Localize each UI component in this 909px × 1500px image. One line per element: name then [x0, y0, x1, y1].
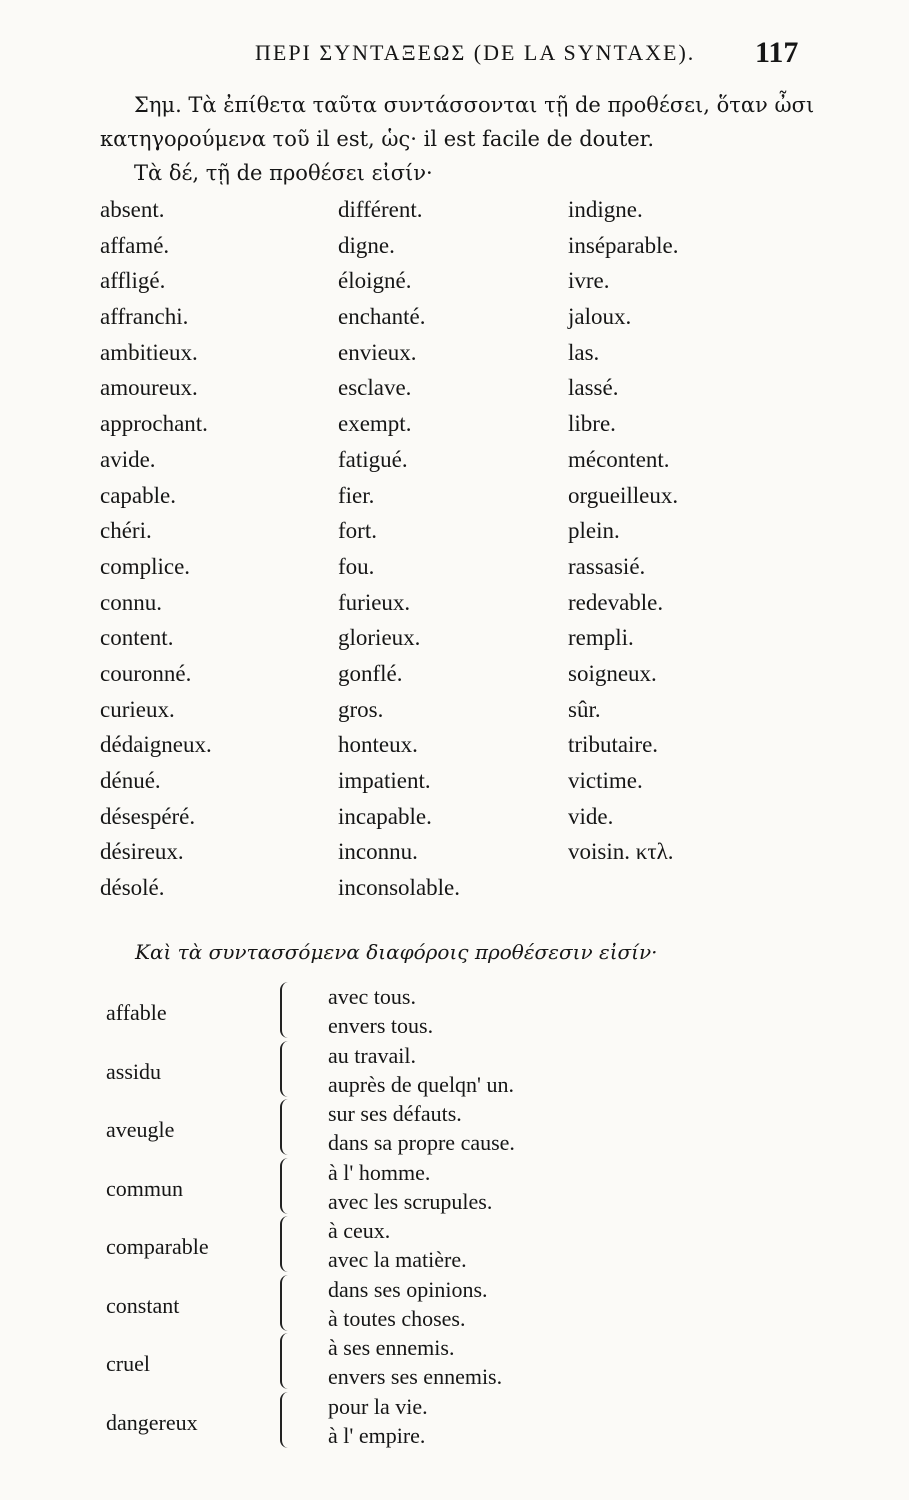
- prep-entry: [100, 1390, 820, 1452]
- prep-phrase: envers tous.: [328, 1013, 434, 1038]
- adjective-word: furieux.: [338, 589, 411, 615]
- adjective-word: content.: [100, 625, 174, 651]
- adjective-word: éloigné.: [338, 268, 412, 294]
- adjective-word: curieux.: [100, 696, 175, 722]
- prep-phrase: à l' homme.: [328, 1159, 431, 1185]
- brace-mark: [280, 1216, 292, 1272]
- adjective-word: tributaire.: [568, 732, 659, 758]
- adjective-word: affamé.: [100, 232, 170, 258]
- adjective-word: différent.: [338, 197, 423, 222]
- adjective-word: affranchi.: [100, 304, 189, 330]
- prep-adjective: cruel: [106, 1351, 150, 1376]
- adjective-word: mécontent.: [568, 446, 670, 472]
- adjective-word: plein.: [568, 518, 620, 544]
- adjective-word: gros.: [338, 696, 384, 722]
- prep-adjective: comparable: [106, 1234, 209, 1259]
- adjective-word: lassé.: [568, 375, 619, 401]
- adjective-word: incapable.: [338, 803, 432, 829]
- brace-mark: [280, 1333, 292, 1389]
- adjective-word: amoureux.: [100, 375, 198, 401]
- prep-phrase: dans sa propre cause.: [328, 1130, 515, 1155]
- adjective-word: voisin. κτλ.: [568, 839, 674, 865]
- prep-adjective: aveugle: [106, 1117, 175, 1142]
- adjective-word: rempli.: [568, 625, 634, 651]
- adjective-word: affligé.: [100, 268, 166, 294]
- adjective-word: glorieux.: [338, 625, 421, 651]
- prep-entry: [100, 1039, 820, 1101]
- adjective-word: ivre.: [568, 268, 610, 294]
- adjective-word: orgueilleux.: [568, 482, 679, 508]
- adjective-word: absent.: [100, 197, 165, 222]
- adjective-word: désespéré.: [100, 803, 196, 829]
- adjective-word: digne.: [338, 232, 395, 258]
- prep-adjective: affable: [106, 1000, 167, 1025]
- adjective-word: inconnu.: [338, 839, 418, 865]
- page-number: 117: [755, 36, 799, 69]
- prep-phrase: à toutes choses.: [328, 1305, 466, 1331]
- prep-phrase: avec la matière.: [328, 1247, 467, 1272]
- adjective-column-2: [338, 192, 460, 906]
- note-line: Σημ. Τὰ ἐπίθετα ταῦτα συντάσσονται τῇ de προθέσει, ὅταν ὦσι: [134, 93, 815, 117]
- adjective-word: sûr.: [568, 696, 601, 722]
- adjective-word: soigneux.: [568, 660, 657, 686]
- adjective-word: dédaigneux.: [100, 732, 212, 758]
- prep-entry: [100, 1156, 820, 1218]
- adjective-word: fort.: [338, 518, 377, 544]
- adjective-word: ambitieux.: [100, 339, 198, 365]
- note-line: Τὰ δέ, τῇ de προθέσει εἰσίν·: [134, 161, 433, 185]
- adjective-word: redevable.: [568, 589, 664, 615]
- prep-phrase: dans ses opinions.: [328, 1276, 488, 1302]
- adjective-word: envieux.: [338, 339, 417, 365]
- adjective-word: vide.: [568, 803, 614, 829]
- adjective-word: approchant.: [100, 411, 208, 437]
- section-heading: Καὶ τὰ συντασσόμενα διαφόροις προθέσεσιν εἰσίν·: [135, 940, 658, 964]
- prep-entry: [100, 1331, 820, 1393]
- prep-phrase: à ceux.: [328, 1218, 391, 1243]
- adjective-word: inconsolable.: [338, 875, 460, 901]
- note-line: κατηγορούμενα τοῦ il est, ὡς· il est facile de douter.: [100, 127, 655, 151]
- adjective-word: fatigué.: [338, 446, 408, 472]
- prep-phrase: sur ses défauts.: [328, 1101, 462, 1126]
- adjective-column-3: [568, 192, 678, 870]
- prep-entry: [100, 980, 820, 1042]
- brace-mark: [280, 1158, 292, 1214]
- adjective-word: désireux.: [100, 839, 184, 865]
- adjective-column-1: [100, 192, 212, 906]
- prep-adjective: commun: [106, 1175, 183, 1201]
- adjective-word: avide.: [100, 446, 156, 472]
- adjective-word: capable.: [100, 482, 176, 508]
- adjective-word: complice.: [100, 553, 191, 579]
- adjective-word: las.: [568, 339, 600, 365]
- adjective-word: libre.: [568, 411, 616, 437]
- adjective-word: fier.: [338, 482, 375, 508]
- adjective-word: chéri.: [100, 518, 152, 544]
- prep-phrase: envers ses ennemis.: [328, 1364, 503, 1389]
- adjective-word: jaloux.: [568, 304, 632, 330]
- adjective-word: indigne.: [568, 197, 643, 222]
- prep-phrase: avec les scrupules.: [328, 1188, 493, 1214]
- prep-phrase: au travail.: [328, 1042, 416, 1068]
- brace-mark: [280, 1392, 292, 1448]
- adjective-word: couronné.: [100, 660, 192, 686]
- prep-phrase: à l' empire.: [328, 1422, 426, 1448]
- adjective-word: connu.: [100, 589, 162, 615]
- prep-entry: [100, 1214, 820, 1276]
- prep-entry: [100, 1273, 820, 1335]
- adjective-word: enchanté.: [338, 304, 426, 330]
- prep-phrase: avec tous.: [328, 984, 416, 1009]
- adjective-word: esclave.: [338, 375, 412, 401]
- prep-entry: [100, 1097, 820, 1159]
- adjective-word: honteux.: [338, 732, 418, 758]
- adjective-word: inséparable.: [568, 232, 679, 258]
- prep-phrase: auprès de quelqn' un.: [328, 1071, 515, 1097]
- brace-mark: [280, 1041, 292, 1097]
- adjective-word: victime.: [568, 768, 643, 793]
- running-title: ΠΕΡΙ ΣΥΝΤΑΞΕΩΣ (DE LA SYNTAXE).: [255, 40, 696, 65]
- grammar-note: [100, 88, 820, 190]
- adjective-word: désolé.: [100, 875, 165, 901]
- prep-adjective: assidu: [106, 1058, 161, 1084]
- adjective-word: impatient.: [338, 768, 431, 793]
- adjective-word: exempt.: [338, 411, 412, 437]
- brace-mark: [280, 1099, 292, 1155]
- adjective-word: dénué.: [100, 768, 161, 793]
- prep-adjective: dangereux: [106, 1409, 198, 1435]
- prep-phrase: à ses ennemis.: [328, 1335, 455, 1360]
- prep-phrase: pour la vie.: [328, 1393, 428, 1419]
- adjective-word: gonflé.: [338, 660, 403, 686]
- adjective-word: rassasié.: [568, 553, 646, 579]
- adjective-word: fou.: [338, 553, 375, 579]
- brace-mark: [280, 982, 292, 1038]
- prep-adjective: constant: [106, 1292, 180, 1318]
- brace-mark: [280, 1275, 292, 1331]
